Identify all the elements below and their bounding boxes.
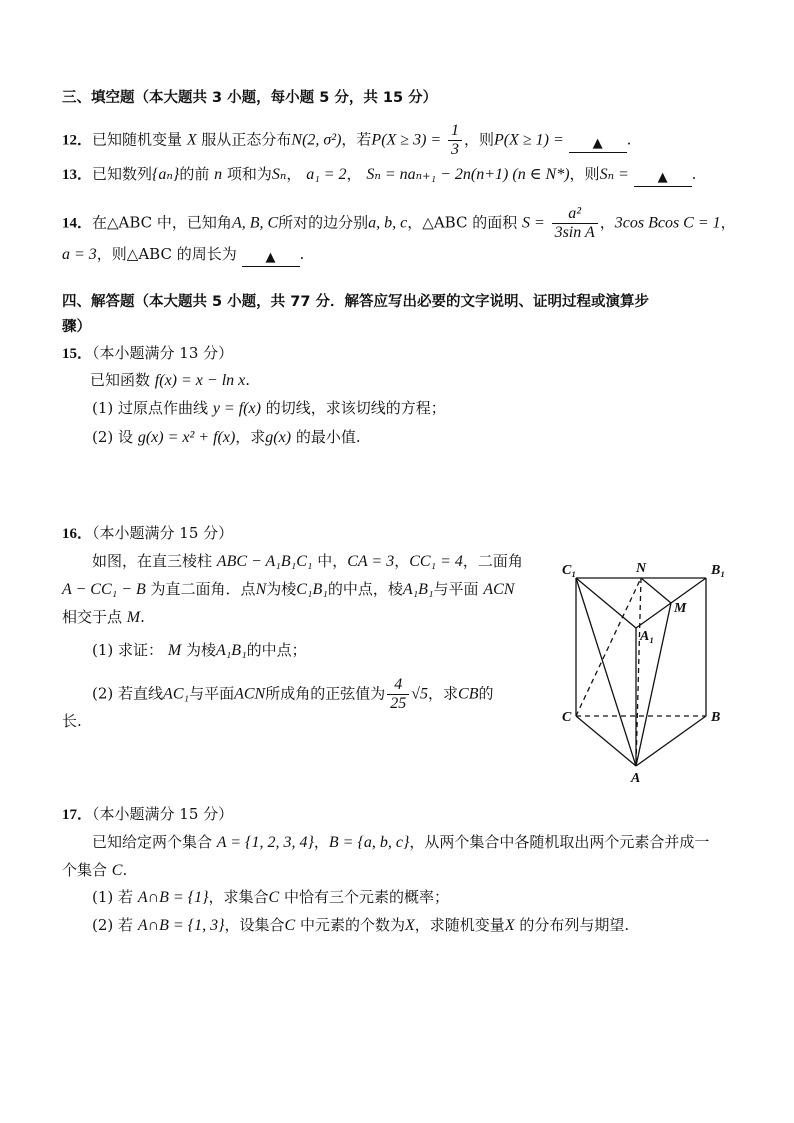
text: 已知函数 bbox=[90, 371, 151, 389]
part-label: (1) bbox=[92, 399, 114, 417]
question-17-line2 bbox=[62, 860, 127, 881]
math-expr: a = 3 bbox=[62, 246, 97, 263]
text: 的切线，求该切线的方程； bbox=[265, 399, 446, 417]
part-label: (1) bbox=[92, 888, 114, 906]
math-expr: A∩B = {1} bbox=[137, 889, 209, 906]
text: ，求集合 bbox=[208, 888, 269, 906]
text: ，求 bbox=[235, 428, 266, 446]
score-note: （本小题满分 13 分） bbox=[92, 344, 234, 362]
answer-blank: ▲ bbox=[569, 134, 627, 153]
answer-blank: ▲ bbox=[242, 248, 300, 267]
prism-figure bbox=[556, 556, 746, 786]
math-var: C bbox=[111, 862, 123, 879]
math-expr: CA = 3 bbox=[347, 553, 395, 570]
section4-heading-line1: 四、解答题（本大题共 5 小题，共 77 分．解答应写出必要的文字说明、证明过程或演算步 bbox=[62, 294, 649, 310]
question-13 bbox=[62, 164, 696, 187]
text: 中元素的个数为 bbox=[300, 916, 406, 934]
math-expr: y = f(x) bbox=[212, 400, 261, 417]
math-expr: Sₙ = naₙ₊₁ − 2n(n+1) (n ∈ N*) bbox=[366, 166, 570, 183]
math-var: n bbox=[214, 166, 223, 183]
math-expr: B = {a, b, c} bbox=[328, 834, 410, 851]
answer-blank: ▲ bbox=[634, 168, 692, 187]
section4-heading-line2: 骤） bbox=[62, 319, 91, 335]
edge-c-a bbox=[576, 716, 636, 766]
text: ， bbox=[346, 165, 362, 183]
question-15-part2 bbox=[92, 427, 361, 448]
text: 的最小值. bbox=[295, 428, 361, 446]
math-expr: a₁ = 2 bbox=[306, 166, 347, 183]
math-var: M bbox=[126, 609, 141, 626]
math-expr: CC₁ = 4 bbox=[409, 553, 463, 570]
math-expr: f(x) = x − ln x bbox=[154, 372, 246, 389]
question-16-line2 bbox=[62, 579, 514, 600]
text: 若 bbox=[118, 888, 134, 906]
part-label: (2) bbox=[92, 684, 114, 703]
question-17-header bbox=[62, 804, 233, 825]
text: ，则 bbox=[569, 165, 600, 183]
line-n-m bbox=[641, 578, 671, 603]
edge-b-a bbox=[636, 716, 706, 766]
question-number: 14． bbox=[62, 215, 93, 232]
text: 中， bbox=[317, 552, 348, 570]
score-note: （本小题满分 15 分） bbox=[92, 805, 234, 823]
math-expr: P(X ≥ 1) = bbox=[494, 131, 564, 149]
label-a: A bbox=[631, 771, 641, 786]
text: ， bbox=[599, 213, 615, 232]
text: . bbox=[140, 608, 145, 626]
label-a1: A₁ bbox=[640, 629, 655, 644]
text: 的 bbox=[478, 684, 494, 703]
text: 的分布列与期望. bbox=[519, 916, 630, 934]
text: ，从两个集合中各随机取出两个元素合并成一 bbox=[409, 833, 710, 851]
text: 为棱 bbox=[185, 641, 216, 659]
math-var: X bbox=[186, 131, 197, 149]
question-number: 13． bbox=[62, 167, 93, 183]
text: 求证： bbox=[118, 641, 164, 659]
part-label: (2) bbox=[92, 428, 114, 446]
math-expr: C₁B₁ bbox=[296, 581, 328, 598]
text: ，二面角 bbox=[462, 552, 523, 570]
math-expr: ACN bbox=[483, 581, 515, 598]
math-expr: Sₙ = bbox=[599, 166, 629, 183]
math-expr: A, B, C bbox=[231, 214, 279, 232]
fraction: $\frac{1}{3}$ bbox=[448, 122, 462, 159]
text: 项和为 bbox=[226, 165, 272, 183]
text: ，若 bbox=[341, 130, 372, 149]
question-17-part1 bbox=[92, 887, 449, 908]
line-m-a bbox=[636, 603, 671, 766]
text: . bbox=[299, 245, 305, 263]
math-expr: Sₙ bbox=[271, 166, 287, 183]
text: 所成角的正弦值为 bbox=[265, 684, 386, 703]
math-expr: A = {1, 2, 3, 4} bbox=[216, 834, 314, 851]
text: 与平面 bbox=[433, 580, 479, 598]
question-12 bbox=[62, 122, 631, 159]
label-c1: C₁ bbox=[562, 563, 577, 578]
math-var: C bbox=[284, 917, 296, 934]
math-var: X bbox=[405, 917, 415, 934]
text: 所对的边分别 bbox=[278, 213, 369, 232]
label-m: M bbox=[674, 601, 687, 616]
question-number: 16． bbox=[62, 526, 93, 542]
label-b: B bbox=[711, 710, 721, 725]
text: 个集合 bbox=[62, 861, 108, 879]
question-17-line1 bbox=[92, 832, 709, 853]
text: ，设集合 bbox=[224, 916, 285, 934]
text: 若直线 bbox=[118, 684, 164, 703]
text: ，求 bbox=[428, 684, 459, 703]
question-number: 12． bbox=[62, 132, 93, 149]
math-var: N bbox=[255, 581, 267, 598]
label-c: C bbox=[562, 710, 572, 725]
section3-heading: 三、填空题（本大题共 3 小题，每小题 5 分，共 15 分） bbox=[62, 90, 438, 106]
text: 已知给定两个集合 bbox=[92, 833, 213, 851]
text: . bbox=[691, 165, 697, 183]
text: 的中点，棱 bbox=[327, 580, 403, 598]
question-14-line1 bbox=[62, 205, 736, 242]
question-17-part2 bbox=[92, 915, 629, 936]
math-var: X bbox=[504, 917, 515, 934]
edge-c1-a1 bbox=[576, 578, 636, 628]
text: 已知随机变量 bbox=[92, 130, 183, 149]
text: ，求随机变量 bbox=[414, 916, 505, 934]
text: ，则 bbox=[463, 130, 494, 149]
text: 在△ABC 中，已知角 bbox=[92, 213, 232, 232]
math-expr: S = bbox=[521, 214, 545, 232]
text: . bbox=[245, 371, 251, 389]
math-expr: A₁B₁ bbox=[402, 581, 434, 598]
math-expr: A − CC₁ − B bbox=[62, 581, 146, 598]
math-expr: N(2, σ²) bbox=[291, 131, 342, 149]
math-expr: CB bbox=[458, 685, 479, 703]
fraction: $\frac{\text{a²}}{\text{3sin A}}$ bbox=[552, 205, 598, 242]
text: 为直二面角．点 bbox=[150, 580, 256, 598]
math-expr: g(x) bbox=[265, 429, 292, 446]
text: ，则△ABC 的周长为 bbox=[96, 245, 237, 263]
question-15-part1 bbox=[92, 398, 446, 419]
question-number: 15． bbox=[62, 346, 93, 362]
question-14-line2 bbox=[62, 244, 304, 267]
math-expr: P(X ≥ 3) = bbox=[371, 131, 442, 149]
text: 为棱 bbox=[266, 580, 297, 598]
part-label: (2) bbox=[92, 916, 114, 934]
question-number: 17． bbox=[62, 807, 93, 823]
text: 过原点作曲线 bbox=[118, 399, 209, 417]
text: 的前 bbox=[179, 165, 210, 183]
text: 相交于点 bbox=[62, 608, 123, 626]
question-16-line3 bbox=[62, 607, 145, 628]
question-16-part1 bbox=[92, 640, 307, 661]
line-n-a-hidden bbox=[636, 578, 641, 766]
part-label: (1) bbox=[92, 641, 114, 659]
question-16-header bbox=[62, 523, 233, 544]
math-var: M bbox=[167, 642, 182, 659]
text: ， bbox=[394, 552, 410, 570]
text: 中恰有三个元素的概率； bbox=[284, 888, 450, 906]
math-expr: AC₁ bbox=[163, 685, 190, 703]
score-note: （本小题满分 15 分） bbox=[92, 524, 234, 542]
question-16-part2 bbox=[92, 676, 493, 713]
question-16-part2-cont: 长. bbox=[62, 712, 82, 730]
math-expr: 3cos Bcos C = 1 bbox=[614, 214, 721, 232]
math-expr: ACN bbox=[234, 685, 266, 703]
text: ， bbox=[313, 833, 329, 851]
text: ， bbox=[720, 213, 736, 232]
text: . bbox=[626, 130, 632, 149]
fraction: $\frac{4}{25}$ bbox=[387, 676, 409, 713]
question-16-line1 bbox=[92, 551, 523, 572]
question-15-stem bbox=[90, 370, 250, 391]
text: 若 bbox=[118, 916, 134, 934]
math-expr: A₁B₁ bbox=[215, 642, 247, 659]
math-expr: {aₙ} bbox=[152, 166, 180, 183]
text: ， bbox=[286, 165, 302, 183]
text: ，△ABC 的面积 bbox=[407, 213, 518, 232]
label-n: N bbox=[636, 561, 647, 576]
text: 服从正态分布 bbox=[201, 130, 292, 149]
text: 设 bbox=[118, 428, 134, 446]
question-15-header bbox=[62, 343, 233, 364]
math-expr: g(x) = x² + f(x) bbox=[137, 429, 236, 446]
text: 已知数列 bbox=[92, 165, 153, 183]
label-b1: B₁ bbox=[711, 563, 726, 578]
math-expr: a, b, c bbox=[368, 214, 408, 232]
math-var: C bbox=[268, 889, 280, 906]
text: . bbox=[122, 861, 128, 879]
text: 如图，在直三棱柱 bbox=[92, 552, 213, 570]
text: 与平面 bbox=[189, 684, 235, 703]
text: 的中点； bbox=[246, 641, 307, 659]
line-c-n-hidden bbox=[576, 578, 641, 716]
math-expr: A∩B = {1, 3} bbox=[137, 917, 225, 934]
math-expr: ABC − A₁B₁C₁ bbox=[216, 553, 313, 570]
math-expr: √5 bbox=[411, 685, 428, 703]
